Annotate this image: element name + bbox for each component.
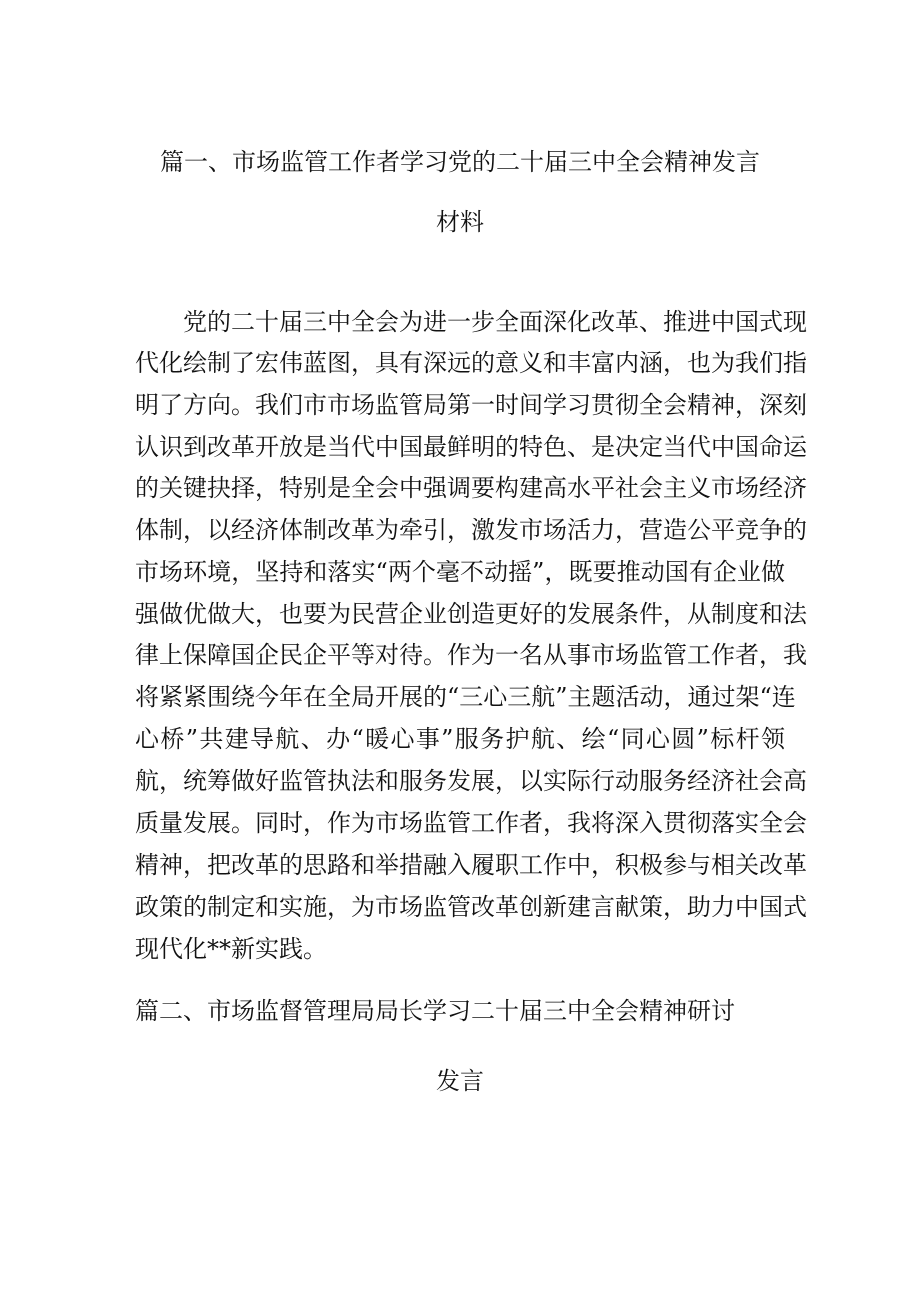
section1-title-line2: 材料 xyxy=(436,208,484,236)
paragraph-line: 市场环境，坚持和落实“两个毫不动摇”，既要推动国有企业做 xyxy=(135,558,785,586)
section2-title-line1: 篇二、市场监督管理局局长学习二十届三中全会精神研讨 xyxy=(135,997,735,1025)
paragraph-line: 政策的制定和实施，为市场监管改革创新建言献策，助力中国式 xyxy=(135,893,807,921)
paragraph-line: 强做优做大，也要为民营企业创造更好的发展条件，从制度和法 xyxy=(135,600,807,628)
section1-title-line1: 篇一、市场监管工作者学习党的二十届三中全会精神发言 xyxy=(160,148,760,176)
paragraph-line: 精神，把改革的思路和举措融入履职工作中，积极参与相关改革 xyxy=(135,851,807,879)
paragraph-line: 代化绘制了宏伟蓝图，具有深远的意义和丰富内涵，也为我们指 xyxy=(135,349,807,377)
paragraph-line: 质量发展。同时，作为市场监管工作者，我将深入贯彻落实全会 xyxy=(135,809,807,837)
paragraph-line: 现代化**新实践。 xyxy=(135,935,327,963)
paragraph-line: 航，统筹做好监管执法和服务发展，以实际行动服务经济社会高 xyxy=(135,767,807,795)
paragraph-line: 体制，以经济体制改革为牵引，激发市场活力，营造公平竞争的 xyxy=(135,516,807,544)
paragraph-line: 明了方向。我们市市场监管局第一时间学习贯彻全会精神，深刻 xyxy=(135,391,807,419)
paragraph-line: 的关键抉择，特别是全会中强调要构建高水平社会主义市场经济 xyxy=(135,474,807,502)
paragraph-line: 律上保障国企民企平等对待。作为一名从事市场监管工作者，我 xyxy=(135,641,807,669)
paragraph-line: 将紧紧围绕今年在全局开展的“三心三航”主题活动，通过架“连 xyxy=(135,683,796,711)
paragraph-line: 心桥”共建导航、办“暖心事”服务护航、绘“同心圆”标杆领 xyxy=(135,725,785,753)
paragraph-line: 认识到改革开放是当代中国最鲜明的特色、是决定当代中国命运 xyxy=(135,433,807,461)
paragraph-line: 党的二十届三中全会为进一步全面深化改革、推进中国式现 xyxy=(183,308,807,336)
section2-title-line2: 发言 xyxy=(436,1067,484,1095)
